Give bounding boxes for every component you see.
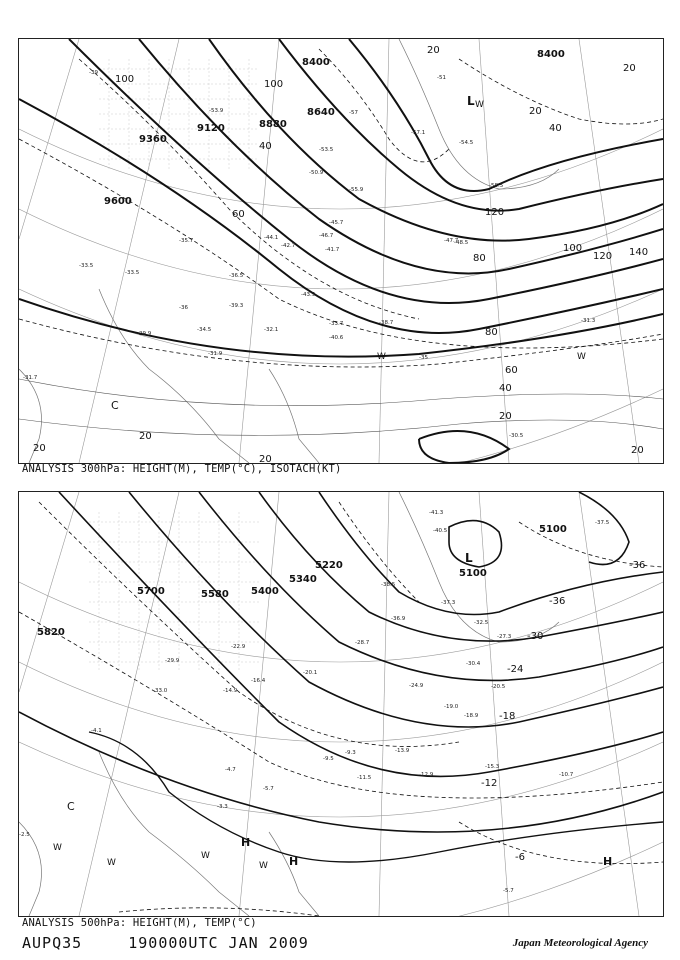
caption-300hpa: ANALYSIS 300hPa: HEIGHT(M), TEMP(°C), ISOTACH(KT) [22, 463, 342, 475]
height-label: 5580 [201, 589, 229, 600]
agency-name: Japan Meteorological Agency [512, 937, 648, 949]
isotach-label: 80 [473, 253, 486, 264]
chart-time: 190000UTC JAN 2009 [128, 934, 309, 952]
coastlines [19, 492, 559, 916]
temp-label: -36.9 [391, 616, 406, 622]
temp-label: -20.5 [491, 684, 506, 690]
isotherm-label: -30 [527, 631, 544, 642]
height-label: 5100 [459, 568, 487, 579]
height-label: 9360 [139, 134, 167, 145]
isotach-label: 20 [33, 443, 46, 454]
temp-label: -2.5 [19, 832, 30, 838]
isotach-label: 20 [259, 454, 272, 463]
height-label: 9600 [104, 196, 132, 207]
temp-label: -39.3 [229, 303, 244, 309]
temp-label: -31.9 [208, 351, 223, 357]
grid-lines [19, 492, 663, 916]
chart-500hpa-svg [19, 492, 663, 916]
temp-label: -9.3 [345, 750, 356, 756]
temp-label: -4.1 [91, 728, 102, 734]
temp-label: -37.5 [595, 520, 610, 526]
temp-label: -38.5 [381, 582, 396, 588]
temp-label: -39 [89, 70, 98, 76]
temp-label: -22.9 [231, 644, 246, 650]
temp-label: -19.0 [444, 704, 459, 710]
isotherm-label: -18 [499, 711, 516, 722]
isotach-label: 20 [139, 431, 152, 442]
height-label: 9120 [197, 123, 225, 134]
temp-label: -14.9 [223, 688, 238, 694]
temp-label: -41.7 [325, 247, 340, 253]
temp-label: -32.5 [474, 620, 489, 626]
temp-label: -35 [419, 355, 428, 361]
temp-label: -29.9 [165, 658, 180, 664]
height-label: 8640 [307, 107, 335, 118]
low-marker: L [467, 94, 475, 108]
warm-marker: W [201, 851, 210, 861]
isotherm-label: -36 [549, 596, 566, 607]
isotherm-label: -12 [481, 778, 498, 789]
warm-marker: W [475, 100, 484, 110]
temp-label: -27.3 [497, 634, 512, 640]
caption-500hpa: ANALYSIS 500hPa: HEIGHT(M), TEMP(°C) [22, 917, 257, 929]
temp-label: -15.3 [485, 764, 500, 770]
temp-label: -55.9 [349, 187, 364, 193]
warm-marker: W [53, 843, 62, 853]
temp-label: -33.7 [329, 321, 344, 327]
temp-label: -16.4 [251, 678, 266, 684]
isotach-label: 120 [485, 207, 505, 218]
temp-label: -46.7 [319, 233, 334, 239]
temp-label: -45.7 [329, 220, 344, 226]
high-marker: H [603, 855, 613, 868]
temp-label: -34.5 [197, 327, 212, 333]
temp-label: -29.9 [137, 331, 152, 337]
isotach-label: 40 [549, 123, 562, 134]
temp-label: -33.5 [79, 263, 94, 269]
temp-label: -30.4 [466, 661, 481, 667]
cold-marker: C [67, 800, 75, 813]
isotherm-label: -6 [515, 852, 525, 863]
temp-label: -51 [437, 75, 446, 81]
isotach-label: 20 [623, 63, 636, 74]
isotach-label: 40 [259, 141, 272, 152]
ridge-outline [89, 732, 663, 862]
temp-label: -38.7 [379, 320, 394, 326]
temp-label: -10.7 [559, 772, 574, 778]
temp-label: -36 [179, 305, 188, 311]
temp-label: -28.7 [355, 640, 370, 646]
temp-label: -30.5 [509, 433, 524, 439]
temp-label: -40.5 [433, 528, 448, 534]
temp-label: -58.5 [489, 183, 504, 189]
temp-label: -4.7 [225, 767, 236, 773]
temp-label: -48.5 [454, 240, 469, 246]
high-marker: H [289, 855, 299, 868]
chart-id [22, 934, 309, 952]
temp-label: -57 [349, 110, 358, 116]
warm-marker: W [377, 352, 386, 362]
temp-label: -54.5 [459, 140, 474, 146]
temp-label: -31.3 [581, 318, 596, 324]
temp-label: -47.7 [444, 238, 459, 244]
temp-label: -13.9 [395, 748, 410, 754]
temp-label: -20.1 [303, 670, 318, 676]
isotach-label: 60 [232, 209, 245, 220]
isotach-label: 140 [629, 247, 649, 258]
height-label: 5400 [251, 586, 279, 597]
temp-label: -50.9 [309, 170, 324, 176]
temp-label: -53.9 [209, 108, 224, 114]
temp-label: -32.1 [264, 327, 279, 333]
isotach-label: 100 [264, 79, 284, 90]
isotach-label: 20 [529, 106, 542, 117]
isotach-label: 20 [631, 445, 644, 456]
temp-label: -12.9 [419, 772, 434, 778]
temp-label: -11.5 [357, 775, 372, 781]
chart-500hpa [18, 491, 664, 917]
isotach-label: 20 [499, 411, 512, 422]
temp-label: -31.7 [23, 375, 38, 381]
height-label: 8400 [537, 49, 565, 60]
isotach-label: 100 [115, 74, 135, 85]
temp-label: -37.3 [441, 600, 456, 606]
height-label: 5220 [315, 560, 343, 571]
warm-marker: W [577, 352, 586, 362]
temp-label: -53.5 [319, 147, 334, 153]
temp-label: -57.1 [411, 130, 426, 136]
temp-label: -40.6 [329, 335, 344, 341]
isotach-label: 80 [485, 327, 498, 338]
temp-label: -35.7 [179, 238, 194, 244]
isotach-label: 20 [427, 45, 440, 56]
isotach-label: 60 [505, 365, 518, 376]
temp-label: -33.0 [153, 688, 168, 694]
height-label: 8400 [302, 57, 330, 68]
isotherm-label: -36 [629, 560, 646, 571]
isotach-label: 120 [593, 251, 613, 262]
warm-marker: W [107, 858, 116, 868]
temp-label: -42.7 [281, 243, 296, 249]
height-label: 5820 [37, 627, 65, 638]
height-label: 5340 [289, 574, 317, 585]
temp-label: -18.9 [464, 713, 479, 719]
temp-label: -9.5 [323, 756, 334, 762]
isotach-label: 100 [563, 243, 583, 254]
temp-label: -5.7 [263, 786, 274, 792]
height-label: 8880 [259, 119, 287, 130]
temp-label: -43.9 [301, 292, 316, 298]
temp-label: -5.7 [503, 888, 514, 894]
temp-label: -3.3 [217, 804, 228, 810]
warm-marker: W [259, 861, 268, 871]
temp-label: -41.3 [429, 510, 444, 516]
low-marker: L [465, 551, 473, 565]
temp-label: -24.9 [409, 683, 424, 689]
height-label: 5100 [539, 524, 567, 535]
chart-code: AUPQ35 [22, 934, 83, 952]
high-marker: H [241, 836, 251, 849]
height-label: 5700 [137, 586, 165, 597]
isotach-label: 40 [499, 383, 512, 394]
temp-label: -33.5 [125, 270, 140, 276]
chart-300hpa [18, 38, 664, 464]
chart-300hpa-svg [19, 39, 663, 463]
isotach-contours [19, 49, 663, 367]
isotherm-label: -24 [507, 664, 524, 675]
temp-label: -36.5 [229, 273, 244, 279]
temp-label: -44.1 [264, 235, 279, 241]
cold-marker: C [111, 399, 119, 412]
